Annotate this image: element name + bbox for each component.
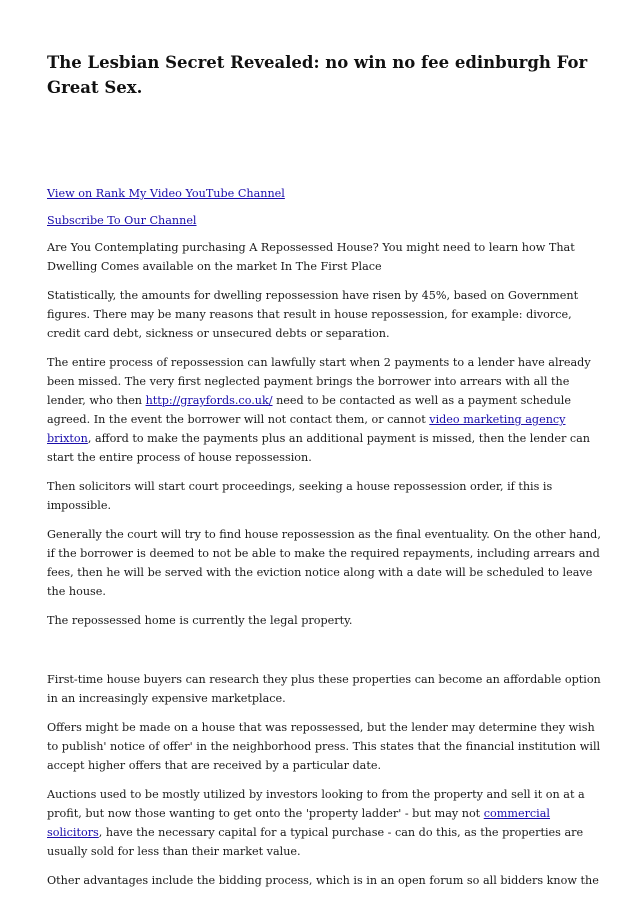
view-channel-paragraph: [47, 184, 603, 203]
paragraph-3-text-b: need to be contacted as well as a payment schedule agreed. In the event the borrower will not contact them, or cannot: [47, 394, 571, 426]
paragraph-5: Generally the court will try to find house repossession as the final eventuality. On the other hand, if the borrower is deemed to not be able to make the required repayments, including arrears and fees, then he will be served with the eviction notice along with a date will be scheduled to leave the house.: [47, 528, 601, 598]
grayfords-link[interactable]: http://grayfords.co.uk/: [145, 394, 273, 407]
paragraph-3: [47, 353, 603, 467]
article-body: [47, 184, 603, 900]
view-channel-link[interactable]: View on Rank My Video YouTube Channel: [47, 187, 285, 200]
video-marketing-link[interactable]: video marketing agency brixton: [47, 413, 566, 445]
paragraph-9-text-b: , have the necessary capital for a typical purchase - can do this, as the properties are usually sold for less than their market value.: [47, 826, 584, 858]
paragraph-1: Are You Contemplating purchasing A Repossessed House? You might need to learn how That Dwelling Comes available on the market In The First Place: [47, 241, 575, 273]
subscribe-link[interactable]: Subscribe To Our Channel: [47, 214, 197, 227]
paragraph-3-text-a: The entire process of repossession can lawfully start when 2 payments to a lender have already been missed. The very first neglected payment brings the borrower into arrears with all the lender, who then: [47, 356, 591, 407]
paragraph-7: First-time house buyers can research they plus these properties can become an affordable option in an increasingly expensive marketplace.: [47, 673, 601, 705]
page-title: The Lesbian Secret Revealed: no win no fee edinburgh For Great Sex.: [47, 53, 588, 97]
commercial-solicitors-link[interactable]: commercial solicitors: [47, 807, 551, 839]
paragraph-2: Statistically, the amounts for dwelling repossession have risen by 45%, based on Government figures. There may be many reasons that result in house repossession, for example: divorce, credit card debt, sickness or unsecured debts or separation.: [47, 289, 579, 340]
paragraph-8: Offers might be made on a house that was repossessed, but the lender may determine they wish to publish' notice of offer' in the neighborhood press. This states that the financial institution will accept higher offers that are received by a particular date.: [47, 721, 601, 772]
paragraph-spacer: [47, 640, 603, 670]
paragraph-6: The repossessed home is currently the legal property.: [47, 614, 353, 627]
paragraph-9: [47, 785, 603, 861]
paragraph-10: Other advantages include the bidding process, which is in an open forum so all bidders know the: [47, 874, 599, 887]
paragraph-3-text-c: , afford to make the payments plus an additional payment is missed, then the lender can start the entire process of house repossession.: [47, 432, 590, 464]
paragraph-9-text-a: Auctions used to be mostly utilized by investors looking to from the property and sell it on at a profit, but now those wanting to get onto the 'property ladder' - but may not: [47, 788, 585, 820]
paragraph-4: Then solicitors will start court proceedings, seeking a house repossession order, if this is impossible.: [47, 480, 553, 512]
subscribe-paragraph: [47, 211, 603, 230]
